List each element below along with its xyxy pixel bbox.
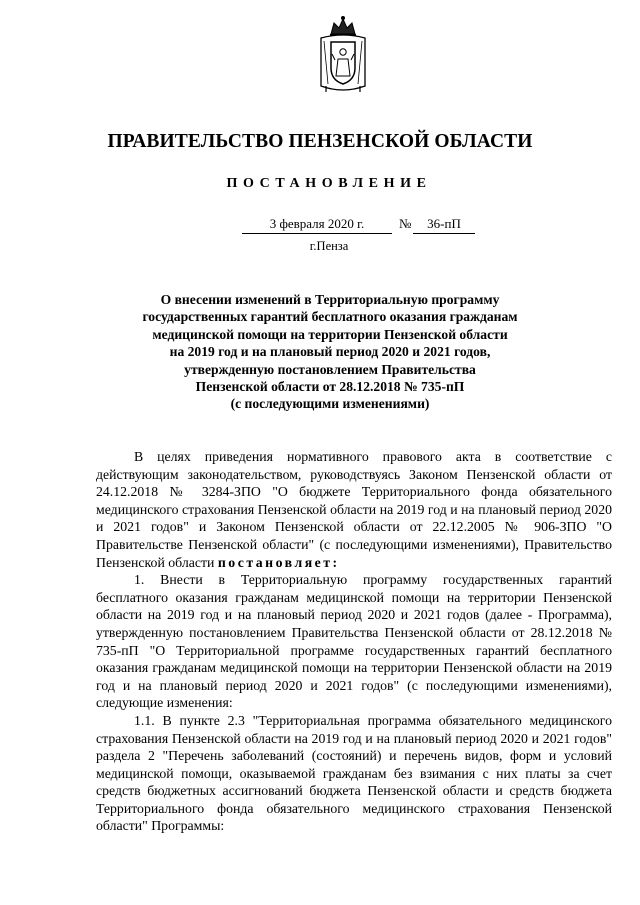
number-underline bbox=[413, 233, 475, 234]
subject-line: государственных гарантий бесплатного оказания гражданам bbox=[142, 309, 518, 325]
item-1-paragraph: 1. Внести в Территориальную программу государственных гарантий бесплатного оказания гражданам медицинской помощи на территории Пензенской области на 2019 год и на плановый период 2020 и 2021 годов (далее - Программа), утвержденную постановлением Правительства Пензенской области от 28.12.2018 № 735-пП "О Территориальной программе государственных гарантий бесплатного оказания гражданам медицинской помощи на территории Пензенской области на 2019 год и на плановый период 2020 и 2021 годов" (с последующими изменениями), следующие изменения: bbox=[96, 572, 612, 711]
document-date: 3 февраля 2020 г. bbox=[269, 216, 365, 231]
subject-line: утвержденную постановлением Правительства bbox=[184, 361, 476, 377]
document-body bbox=[96, 448, 612, 835]
decree-word: постановляет: bbox=[217, 554, 340, 570]
subject-line: (с последующими изменениями) bbox=[230, 396, 430, 412]
document-number: 36-пП bbox=[427, 216, 461, 231]
date-underline bbox=[242, 233, 392, 234]
city: г.Пенза bbox=[309, 239, 349, 253]
document-subject bbox=[120, 291, 540, 413]
item-1-1-paragraph: 1.1. В пункте 2.3 "Территориальная программа обязательного медицинского страхования Пензенской области на 2019 год и на плановый период 2020 и 2021 годов" раздела 2 "Перечень заболеваний (состояний) и перечень видов, форм и условий медицинской помощи, оказываемой гражданам без взимания с них платы за счет средств бюджетных ассигнований бюджета Пензенской области и средств бюджета Территориального фонда обязательного медицинского страхования Пензенской области" Программы: bbox=[96, 712, 612, 834]
subject-line: медицинской помощи на территории Пензенской области bbox=[152, 326, 508, 342]
preamble-paragraph bbox=[96, 448, 612, 571]
preamble-text: В целях приведения нормативного правового акта в соответствие с действующим законодательством, руководствуясь Законом Пензенской области от 24.12.2018 № 3284-ЗПО "О бюджете Территориального фонда обязательного медицинского страхования Пензенской области на 2019 год и на плановый период 2020 и 2021 годов" и Законом Пензенской области от 22.12.2005 № 906-ЗПО "О Правительстве Пензенской области" (с последующими изменениями), Правительство Пензенской области bbox=[96, 449, 612, 570]
number-sign: № bbox=[399, 216, 412, 231]
subject-line: О внесении изменений в Территориальную программу bbox=[160, 292, 500, 307]
document-type: ПОСТАНОВЛЕНИЕ bbox=[226, 176, 432, 191]
date-number-line bbox=[0, 216, 640, 238]
subject-line: на 2019 год и на плановый период 2020 и 2021 годов, bbox=[169, 344, 491, 360]
subject-line: Пензенской области от 28.12.2018 № 735-пП bbox=[195, 379, 465, 395]
organization-title: ПРАВИТЕЛЬСТВО ПЕНЗЕНСКОЙ ОБЛАСТИ bbox=[107, 131, 533, 152]
pensa-coat-of-arms-icon bbox=[318, 14, 368, 96]
